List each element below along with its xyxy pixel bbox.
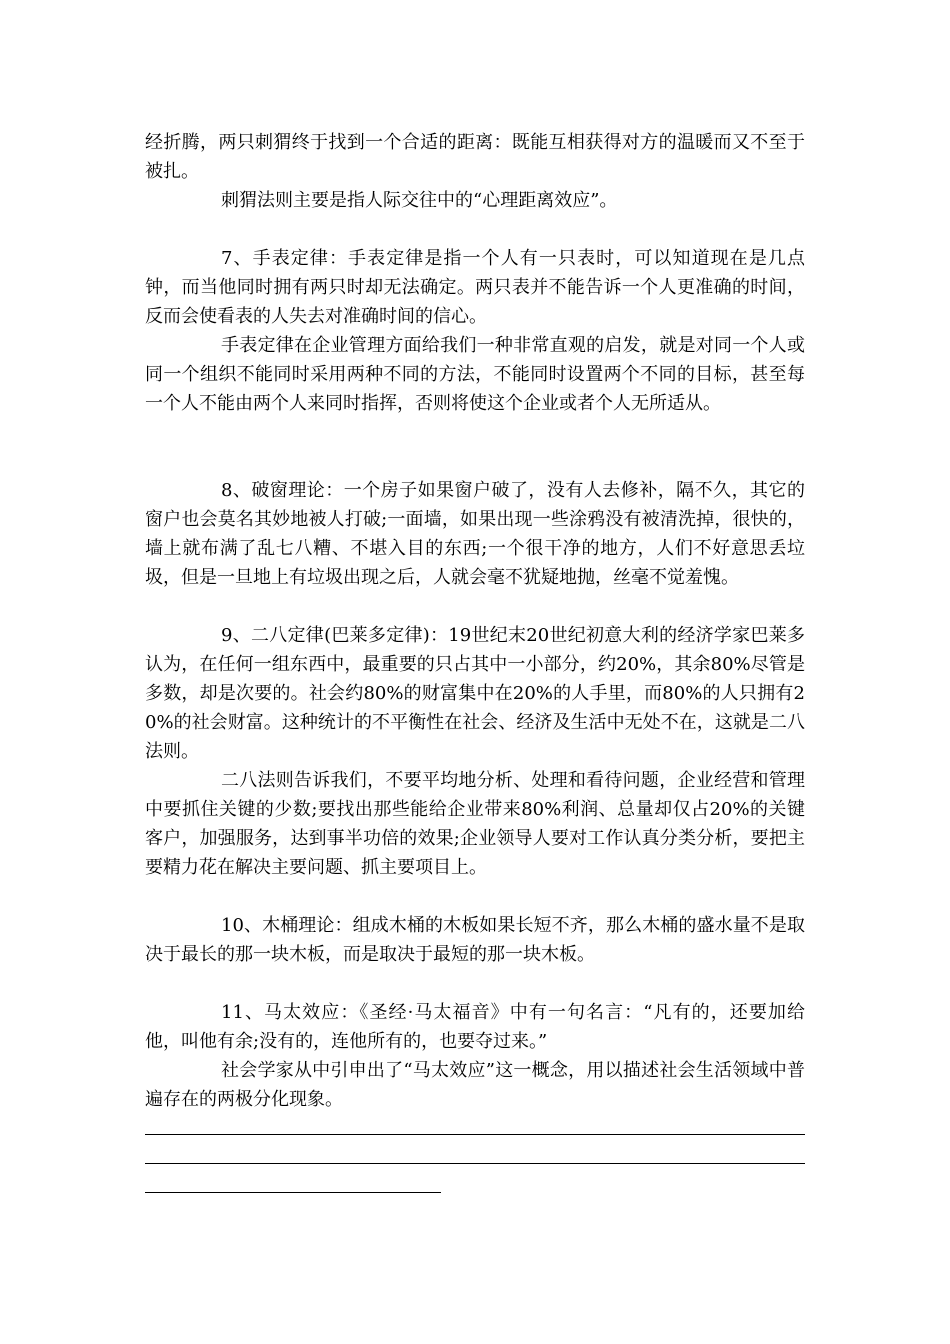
- separator-line: [145, 1114, 805, 1143]
- spacer: [145, 418, 805, 476]
- paragraph-broken-window: 8、破窗理论：一个房子如果窗户破了，没有人去修补，隔不久，其它的窗户也会莫名其妙地被人打破;一面墙，如果出现一些涂鸦没有被清洗掉，很快的，墙上就布满了乱七八糟、不堪入目的东西;一个很干净的地方，人们不好意思丢垃圾，但是一旦地上有垃圾出现之后，人就会毫不犹疑地抛，丝毫不觉羞愧。: [145, 480, 805, 588]
- paragraph-matthew-effect-sociology: 社会学家从中引申出了“马太效应”这一概念，用以描述社会生活领域中普遍存在的两极分化现象。: [145, 1060, 805, 1110]
- spacer: [145, 882, 805, 911]
- paragraph-bucket-theory: 10、木桶理论：组成木桶的木板如果长短不齐，那么木桶的盛水量不是取决于最长的那一块木板，而是取决于最短的那一块木板。: [145, 915, 805, 965]
- separator-line-short: [145, 1172, 805, 1201]
- paragraph-pareto-advice: 二八法则告诉我们，不要平均地分析、处理和看待问题，企业经营和管理中要抓住关键的少数;要找出那些能给企业带来80%利润、总量却仅占20%的关键客户，加强服务，达到事半功倍的效果;企业领导人要对工作认真分类分析，要把主要精力花在解决主要问题、抓主要项目上。: [145, 770, 805, 878]
- paragraph-watch-law: 7、手表定律：手表定律是指一个人有一只表时，可以知道现在是几点钟，而当他同时拥有两只时却无法确定。两只表并不能告诉一个人更准确的时间，反而会使看表的人失去对准确时间的信心。: [145, 248, 805, 327]
- spacer: [145, 592, 805, 621]
- spacer: [145, 969, 805, 998]
- paragraph-hedgehog-rule: 刺猬法则主要是指人际交往中的“心理距离效应”。: [221, 190, 618, 211]
- paragraph-pareto: 9、二八定律(巴莱多定律)：19世纪末20世纪初意大利的经济学家巴莱多认为，在任何一组东西中，最重要的只占其中一小部分，约20%，其余80%尽管是多数，却是次要的。社会约80%的财富集中在20%的人手里，而80%的人只拥有20%的社会财富。这种统计的不平衡性在社会、经济及生活中无处不在，这就是二八法则。: [145, 625, 805, 762]
- document-page: [145, 128, 805, 1201]
- paragraph-hedgehog-continuation: 经折腾，两只刺猬终于找到一个合适的距离：既能互相获得对方的温暖而又不至于被扎。: [145, 132, 805, 182]
- paragraph-watch-law-management: 手表定律在企业管理方面给我们一种非常直观的启发，就是对同一个人或同一个组织不能同时采用两种不同的方法，不能同时设置两个不同的目标，甚至每一个人不能由两个人来同时指挥，否则将使这个企业或者个人无所适从。: [145, 335, 805, 414]
- separator-line: [145, 1143, 805, 1172]
- paragraph-matthew-effect: 11、马太效应：《圣经·马太福音》中有一句名言：“凡有的，还要加给他，叫他有余;没有的，连他所有的，也要夺过来。”: [145, 1002, 805, 1052]
- spacer: [145, 215, 805, 244]
